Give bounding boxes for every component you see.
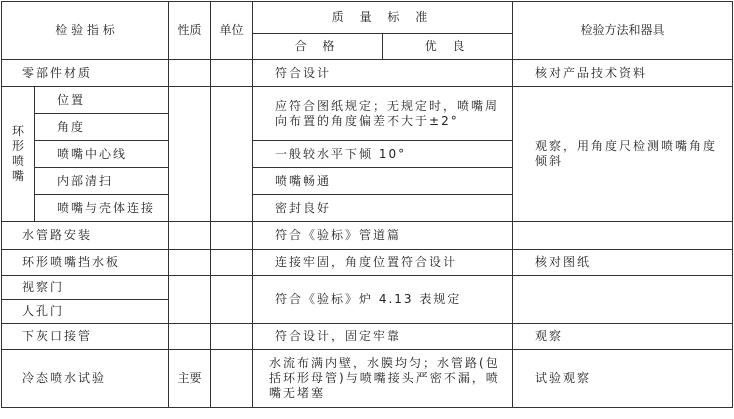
header-indicator: 检 验 指 标 <box>2 2 169 60</box>
nozzle-angle-name: 角度 <box>35 114 169 141</box>
row-ash-pipe <box>2 324 733 350</box>
inspection-standard-table <box>1 1 733 408</box>
header-qualified: 合 格 <box>253 34 383 60</box>
baffle-unit <box>211 250 253 276</box>
ash-pipe-name: 下灰口接管 <box>2 324 169 350</box>
baffle-standard: 连接牢固，角度位置符合设计 <box>253 250 513 276</box>
water-pipe-unit <box>211 222 253 250</box>
parts-material-nature <box>169 60 211 87</box>
nozzle-position-name: 位置 <box>35 87 169 114</box>
ash-pipe-method: 观察 <box>513 324 733 350</box>
doors-unit <box>211 276 253 324</box>
header-row-1 <box>2 2 733 34</box>
nozzle-cleaning-standard: 喷嘴畅通 <box>253 168 513 195</box>
ash-pipe-nature <box>169 324 211 350</box>
baffle-name: 环形喷嘴挡水板 <box>2 250 169 276</box>
water-pipe-method <box>513 222 733 250</box>
water-pipe-standard: 符合《验标》管道篇 <box>253 222 513 250</box>
nozzle-centerline-name: 喷嘴中心线 <box>35 141 169 168</box>
doors-nature <box>169 276 211 324</box>
header-unit: 单位 <box>211 2 253 60</box>
doors-standard: 符合《验标》炉 4.13 表规定 <box>253 276 513 324</box>
parts-material-method: 核对产品技术资料 <box>513 60 733 87</box>
ring-nozzle-group-label: 环形喷嘴 <box>2 87 35 222</box>
nozzle-centerline-standard: 一般较水平下倾 10° <box>253 141 513 168</box>
header-nature: 性质 <box>169 2 211 60</box>
cold-test-nature: 主要 <box>169 350 211 408</box>
cold-test-method: 试验观察 <box>513 350 733 408</box>
header-quality-standard: 质 量 标 准 <box>253 2 513 34</box>
nozzle-cleaning-name: 内部清扫 <box>35 168 169 195</box>
ring-nozzle-nature <box>169 87 211 222</box>
header-method: 检验方法和器具 <box>513 2 733 60</box>
row-inspection-door <box>2 276 733 300</box>
ring-nozzle-method: 观察，用角度尺检测喷嘴角度倾斜 <box>513 87 733 222</box>
manhole-name: 人孔门 <box>2 300 169 324</box>
header-excellent: 优 良 <box>383 34 513 60</box>
nozzle-shell-connection-name: 喷嘴与壳体连接 <box>35 195 169 222</box>
parts-material-name: 零部件材质 <box>2 60 169 87</box>
baffle-nature <box>169 250 211 276</box>
ash-pipe-unit <box>211 324 253 350</box>
water-pipe-name: 水管路安装 <box>2 222 169 250</box>
row-nozzle-position <box>2 87 733 114</box>
nozzle-shell-connection-standard: 密封良好 <box>253 195 513 222</box>
nozzle-angle-standard: 应符合图纸规定；无规定时，喷嘴周向布置的角度偏差不大于±2° <box>253 87 513 141</box>
parts-material-standard: 符合设计 <box>253 60 513 87</box>
water-pipe-nature <box>169 222 211 250</box>
inspection-door-name: 视察门 <box>2 276 169 300</box>
row-cold-test <box>2 350 733 408</box>
ash-pipe-standard: 符合设计，固定牢靠 <box>253 324 513 350</box>
ring-nozzle-unit <box>211 87 253 222</box>
doors-method <box>513 276 733 324</box>
cold-test-name: 冷态喷水试验 <box>2 350 169 408</box>
row-parts-material <box>2 60 733 87</box>
cold-test-standard: 水流布满内壁，水膜均匀；水管路(包括环形母管)与喷嘴接头严密不漏，喷嘴无堵塞 <box>253 350 513 408</box>
row-water-pipe <box>2 222 733 250</box>
row-baffle <box>2 250 733 276</box>
baffle-method: 核对图纸 <box>513 250 733 276</box>
inspection-standard-table-container <box>1 1 733 408</box>
cold-test-unit <box>211 350 253 408</box>
parts-material-unit <box>211 60 253 87</box>
